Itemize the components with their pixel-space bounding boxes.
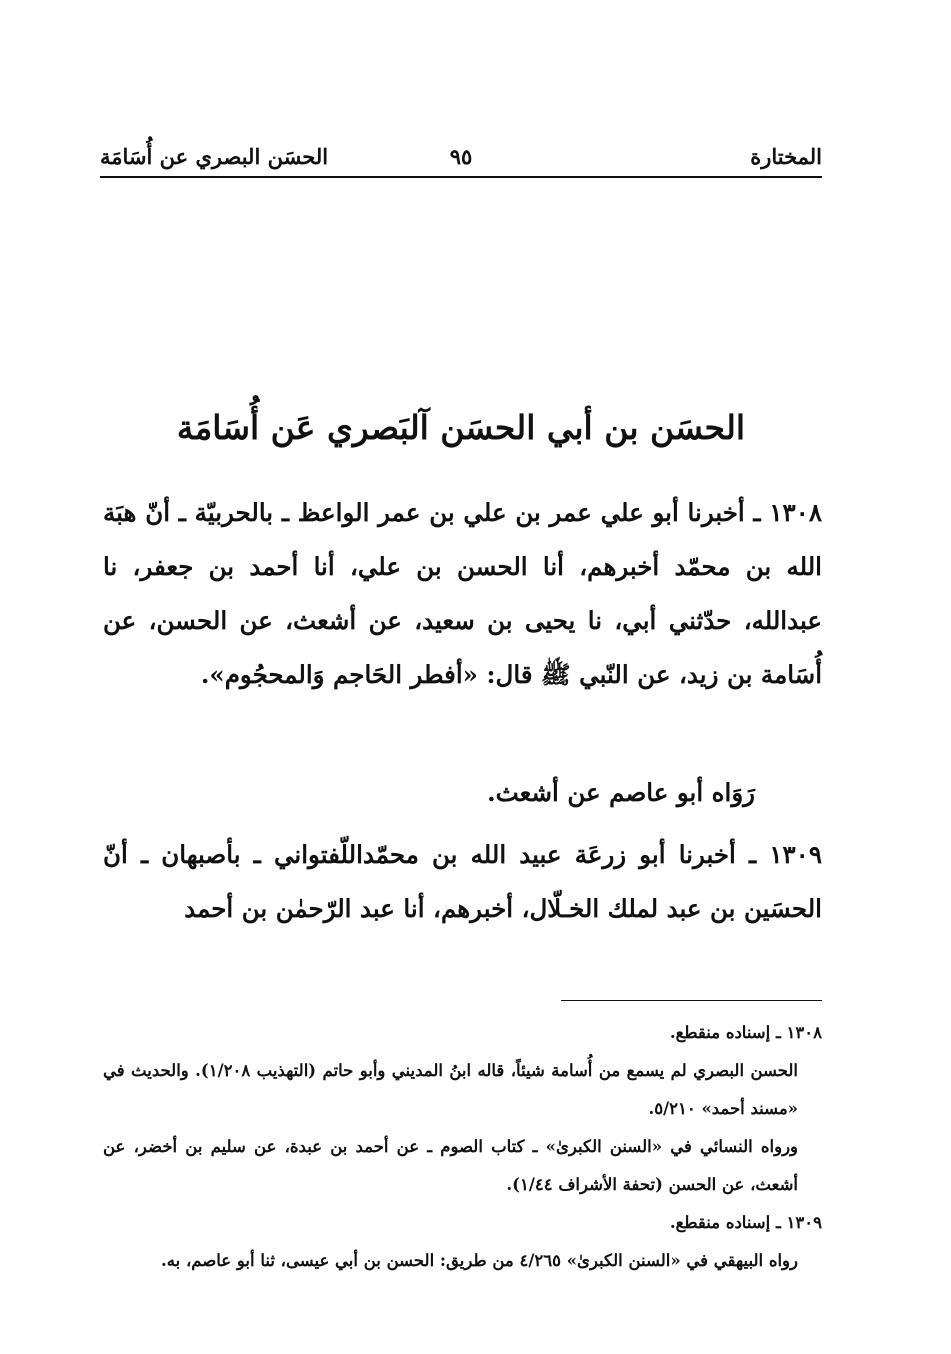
footnotes [103, 1014, 822, 1280]
footnote-divider [561, 1000, 822, 1001]
footnote-line: الحسن البصري لم يسمع من أُسامة شيئاً، قاله ابنُ المديني وأبو حاتم (التهذيب ١/٢٠٨). والحديث في «مسند أحمد» ٥/٢١٠. [103, 1061, 798, 1118]
section-title: الحسَن البصري عن أُسَامَة [100, 144, 329, 169]
running-header [100, 140, 822, 178]
hadith-1308: ١٣٠٨ ـ أخبرنا أبو علي عمر بن علي بن عمر الواعظ ـ بالحربيّة ـ أنّ هبَة الله بن محمّد أخبرهم، أنا الحسن بن علي، أنا أحمد بن جعفر، نا عبدالله، حدّثني أبي، نا يحيى بن سعيد، عن أشعث، عن الحسن، عن أُسَامة بن زيد، عن النّبي ﷺ قال: «أفطر الحَاجم وَالمحجُوم». [103, 498, 822, 689]
footnote-line: ورواه النسائي في «السنن الكبرىٰ» ـ كتاب الصوم ـ عن أحمد بن عبدة، عن سليم بن أخضر، عن أشعث، عن الحسن (تحفة الأشراف ١/٤٤). [103, 1137, 798, 1194]
hadith-1308-note: رَوَاه أبو عاصم عن أشعث. [487, 778, 755, 807]
book-title: المختارة [750, 144, 822, 169]
page-number: ٩٥ [449, 144, 473, 169]
hadith-1309: ١٣٠٩ ـ أخبرنا أبو زرعَة عبيد الله بن محمّداللّفتواني ـ بأصبهان ـ أنّ الحسَين بن عبد لملك الخـلّال، أخبرهم، أنا عبد الرّحمٰن بن أحمد [103, 840, 822, 923]
footnote-heading: ١٣٠٨ ـ إسناده منقطع. [669, 1023, 822, 1042]
footnote-heading: ١٣٠٩ ـ إسناده منقطع. [669, 1213, 822, 1232]
chapter-title: الحسَن بن أبي الحسَن آلبَصري عَن أُسَامَة [176, 408, 746, 447]
footnote-line: رواه البيهقي في «السنن الكبرىٰ» ٤/٢٦٥ من طريق: الحسن بن أبي عيسى، ثنا أبو عاصم، به. [161, 1251, 798, 1270]
